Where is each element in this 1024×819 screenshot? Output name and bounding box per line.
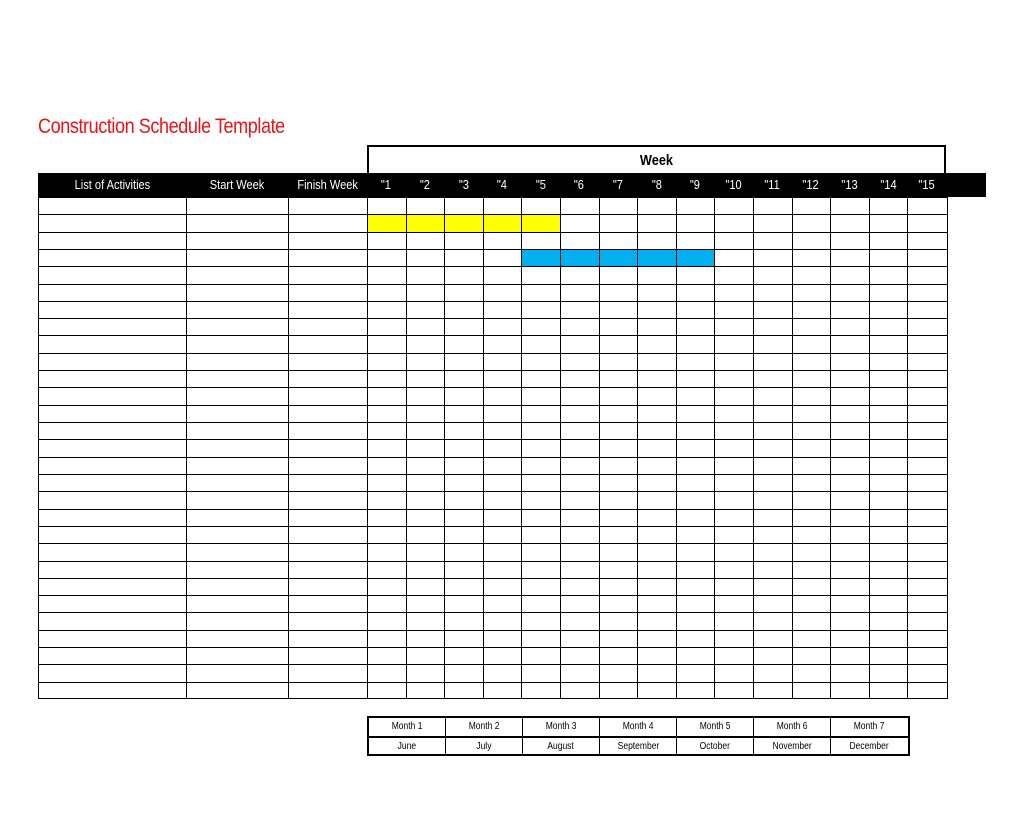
week-header-cell[interactable]: "14 (879, 177, 897, 192)
grid-column-line (792, 197, 793, 699)
week-header-cell[interactable]: "10 (725, 177, 742, 192)
week-header-cell[interactable]: "13 (841, 177, 858, 192)
grid-column-line (406, 197, 407, 699)
grid-column-line (907, 197, 908, 699)
table-row[interactable] (38, 318, 367, 335)
month-number-cell: Month 1 (369, 718, 446, 736)
week-header-cell[interactable]: "5 (535, 177, 546, 192)
table-row[interactable] (38, 630, 367, 647)
month-name-cell: June (369, 738, 446, 756)
table-row[interactable] (38, 249, 367, 266)
grid-column-line (637, 197, 638, 699)
table-row[interactable] (38, 405, 367, 422)
grid-column-line (560, 197, 561, 699)
table-row[interactable] (38, 197, 367, 214)
grid-column-line (599, 197, 600, 699)
month-name-cell: August (523, 738, 600, 756)
table-row[interactable] (38, 335, 367, 352)
table-row[interactable] (38, 266, 367, 283)
table-row[interactable] (38, 526, 367, 543)
month-number-cell: Month 7 (854, 721, 885, 732)
grid-column-line (714, 197, 715, 699)
table-row[interactable] (38, 595, 367, 612)
month-number-cell: Month 2 (446, 718, 523, 736)
week-header-cell[interactable]: "1 (381, 177, 392, 192)
table-row[interactable] (38, 370, 367, 387)
table-row[interactable] (38, 647, 367, 664)
grid-column-line (367, 197, 368, 699)
table-row[interactable] (38, 284, 367, 301)
gantt-bar[interactable] (521, 249, 714, 266)
week-header-cell[interactable]: "4 (497, 177, 508, 192)
month-number-cell: Month 4 (600, 718, 677, 736)
header-finish-week[interactable]: Finish Week (297, 177, 358, 192)
week-header-cell[interactable]: "9 (690, 177, 701, 192)
week-header-cell[interactable]: "11 (764, 177, 780, 192)
header-start-week[interactable]: Start Week (209, 177, 265, 192)
schedule-grid (38, 197, 948, 699)
table-row[interactable] (38, 682, 367, 699)
column-header-bar (38, 173, 986, 197)
grid-column-line (483, 197, 484, 699)
grid-column-line (676, 197, 677, 699)
grid-column-line (947, 197, 948, 699)
header-activities[interactable]: List of Activities (74, 177, 150, 192)
table-row[interactable] (38, 561, 367, 578)
table-row[interactable] (38, 422, 367, 439)
month-name-cell: October (677, 738, 754, 756)
week-label: Week (639, 152, 674, 169)
table-row[interactable] (38, 612, 367, 629)
week-header-cell[interactable]: "12 (802, 177, 819, 192)
table-row[interactable] (38, 664, 367, 681)
table-row[interactable] (38, 214, 367, 231)
month-legend (367, 716, 910, 756)
week-header-cell[interactable]: "15 (918, 177, 935, 192)
table-row[interactable] (38, 491, 367, 508)
table-row[interactable] (38, 509, 367, 526)
week-header-cell[interactable]: "7 (612, 177, 623, 192)
grid-column-line (521, 197, 522, 699)
table-row[interactable] (38, 457, 367, 474)
grid-column-line (444, 197, 445, 699)
table-row[interactable] (38, 387, 367, 404)
week-header-cell[interactable]: "6 (574, 177, 585, 192)
table-row[interactable] (38, 232, 367, 249)
month-number-cell: Month 5 (677, 718, 754, 736)
month-name-cell: September (600, 738, 677, 756)
page-title: Construction Schedule Template (38, 115, 285, 138)
month-name-cell: November (754, 738, 831, 756)
gantt-bar[interactable] (367, 214, 560, 231)
month-number-cell: Month 6 (754, 718, 831, 736)
table-row[interactable] (38, 301, 367, 318)
month-name-cell: December (849, 741, 890, 752)
month-name-cell: July (446, 738, 523, 756)
table-row[interactable] (38, 439, 367, 456)
table-row[interactable] (38, 474, 367, 491)
week-header-cell[interactable]: "2 (419, 177, 430, 192)
week-header-cell[interactable]: "8 (651, 177, 662, 192)
table-row[interactable] (38, 543, 367, 560)
table-row[interactable] (38, 353, 367, 370)
grid-column-line (753, 197, 754, 699)
grid-column-line (830, 197, 831, 699)
month-number-cell: Month 3 (523, 718, 600, 736)
table-row[interactable] (38, 578, 367, 595)
week-header (367, 145, 946, 173)
grid-column-line (869, 197, 870, 699)
week-header-cell[interactable]: "3 (458, 177, 469, 192)
